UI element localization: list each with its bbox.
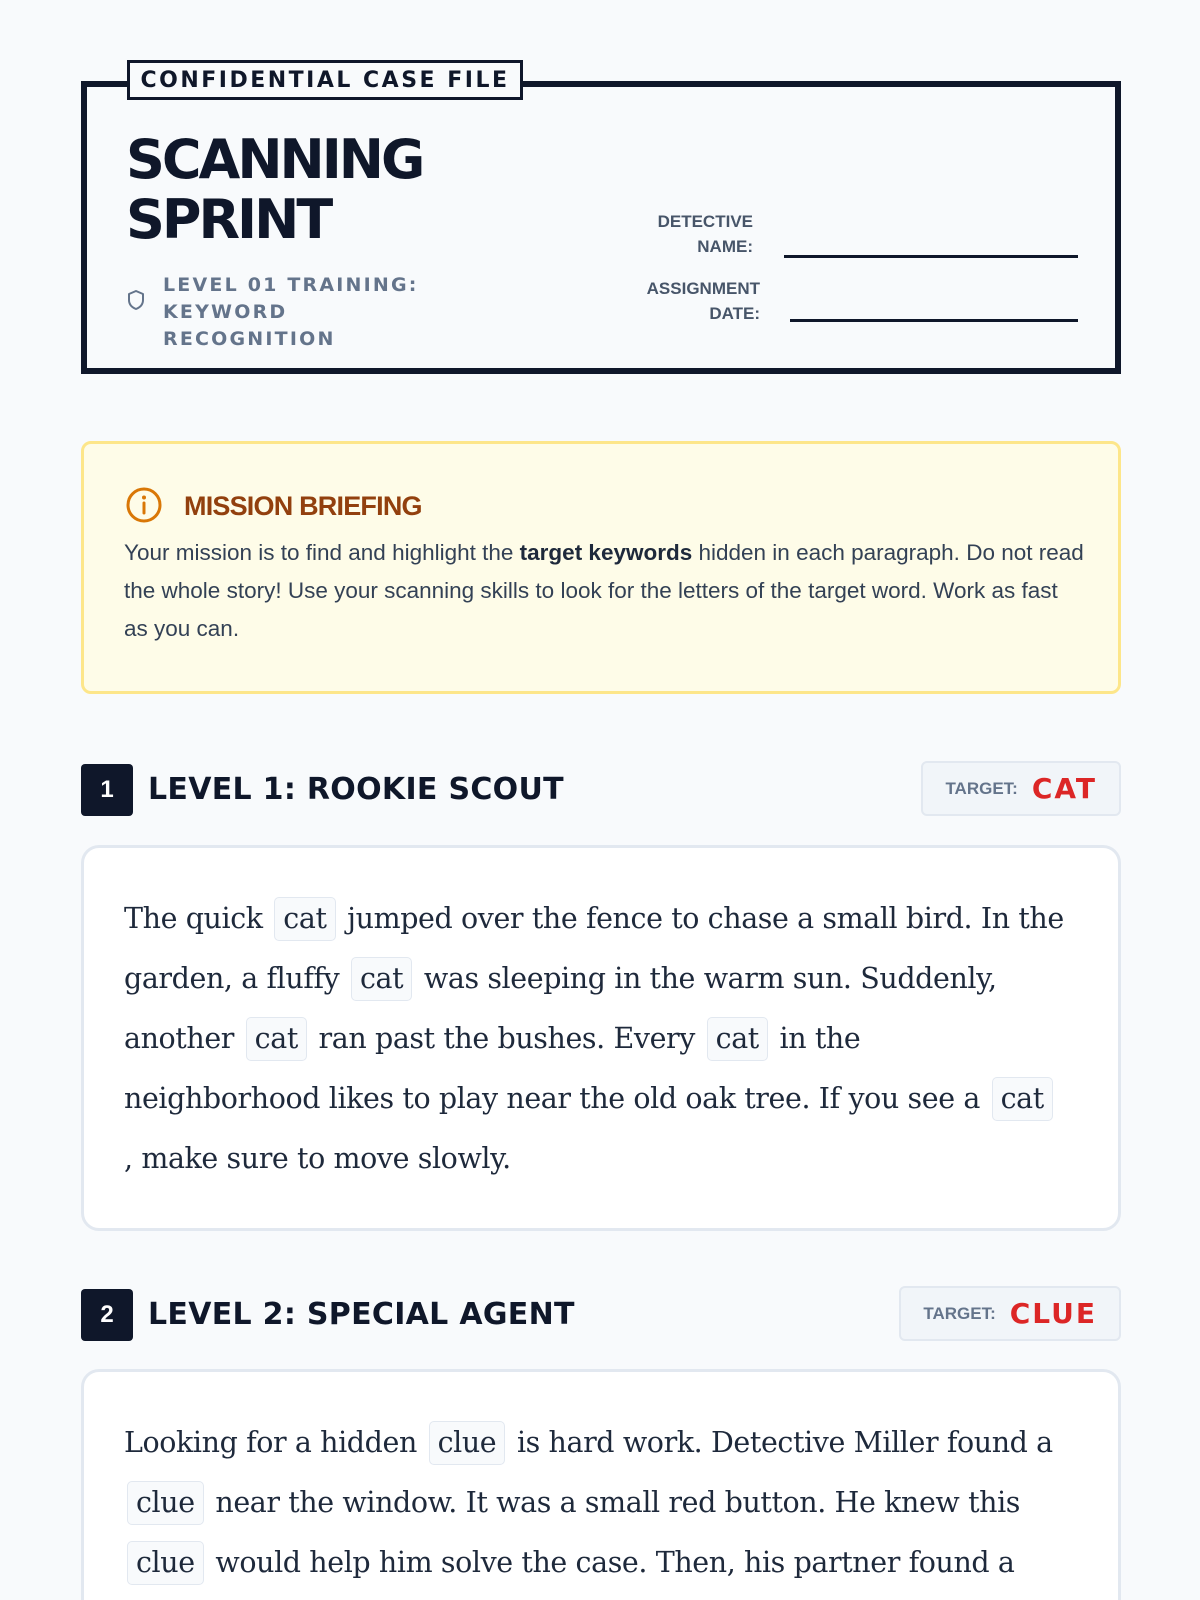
passage-text-segment: in the neighborhood likes to play near the old oak tree. If you see a bbox=[124, 1022, 989, 1115]
case-file-tab: CONFIDENTIAL CASE FILE bbox=[127, 60, 523, 100]
passage-text-segment: jumped over the fence to chase a small bird. In the garden, a fluffy bbox=[124, 902, 1064, 995]
level-2-title: LEVEL 2: SPECIAL AGENT bbox=[148, 1297, 575, 1332]
target-label: TARGET: bbox=[945, 778, 1018, 798]
passage-text-segment: The quick bbox=[124, 902, 272, 935]
assignment-date-label: ASSIGNMENT DATE: bbox=[646, 279, 760, 323]
briefing-emphasis: target keywords bbox=[519, 540, 693, 565]
training-level-line-1: LEVEL 01 TRAINING: KEYWORD bbox=[163, 274, 419, 323]
training-level-tag bbox=[127, 272, 543, 353]
passage-text-segment: Looking for a hidden bbox=[124, 1426, 426, 1459]
level-1-number-badge: 1 bbox=[81, 764, 133, 816]
level-1-title: LEVEL 1: ROOKIE SCOUT bbox=[148, 772, 564, 807]
keyword-chip[interactable]: cat bbox=[351, 957, 412, 1001]
passage-text-segment: is hard work. Detective Miller found a bbox=[508, 1426, 1053, 1459]
target-word: CAT bbox=[1031, 772, 1097, 805]
level-2-passage bbox=[124, 1413, 1064, 1593]
assignment-date-field[interactable] bbox=[790, 319, 1078, 322]
passage-text-segment: was sleeping in the warm sun. Suddenly, another bbox=[124, 962, 997, 1055]
training-level-line-2: RECOGNITION bbox=[163, 328, 336, 350]
keyword-chip[interactable]: cat bbox=[246, 1017, 307, 1061]
title-line-2: SPRINT bbox=[126, 188, 331, 251]
level-1-passage bbox=[124, 889, 1064, 1189]
keyword-chip[interactable]: clue bbox=[127, 1541, 204, 1585]
briefing-title: MISSION BRIEFING bbox=[184, 491, 422, 521]
level-2-number-badge: 2 bbox=[81, 1289, 133, 1341]
info-icon bbox=[124, 485, 164, 525]
detective-name-field[interactable] bbox=[784, 255, 1078, 258]
keyword-chip[interactable]: cat bbox=[274, 897, 335, 941]
detective-name-label: DETECTIVE NAME: bbox=[657, 212, 753, 256]
passage-text-segment: near the window. It was a small red button. He knew this bbox=[206, 1486, 1021, 1519]
briefing-text: Your mission is to find and highlight the target keywords hidden in each paragraph. Do not read the whole story! Use your scanning skills to look for the letters of the target word. Work as fast as you can. bbox=[124, 540, 1084, 641]
title-line-1: SCANNING bbox=[126, 128, 423, 191]
level-2-target-badge bbox=[899, 1286, 1121, 1341]
keyword-chip[interactable]: cat bbox=[707, 1017, 768, 1061]
page-title bbox=[126, 130, 422, 250]
target-word: CLUE bbox=[1009, 1297, 1097, 1330]
target-label: TARGET: bbox=[923, 1303, 996, 1323]
shield-icon bbox=[127, 289, 145, 311]
keyword-chip[interactable]: clue bbox=[429, 1421, 506, 1465]
level-1-target-badge bbox=[921, 761, 1121, 816]
keyword-chip[interactable]: clue bbox=[127, 1481, 204, 1525]
training-level-text bbox=[163, 272, 543, 353]
passage-text-segment: , make sure to move slowly. bbox=[124, 1142, 511, 1175]
keyword-chip[interactable]: cat bbox=[992, 1077, 1053, 1121]
passage-text-segment: ran past the bushes. Every bbox=[309, 1022, 704, 1055]
passage-text-segment: would help him solve the case. Then, his partner found a bbox=[206, 1546, 1015, 1579]
